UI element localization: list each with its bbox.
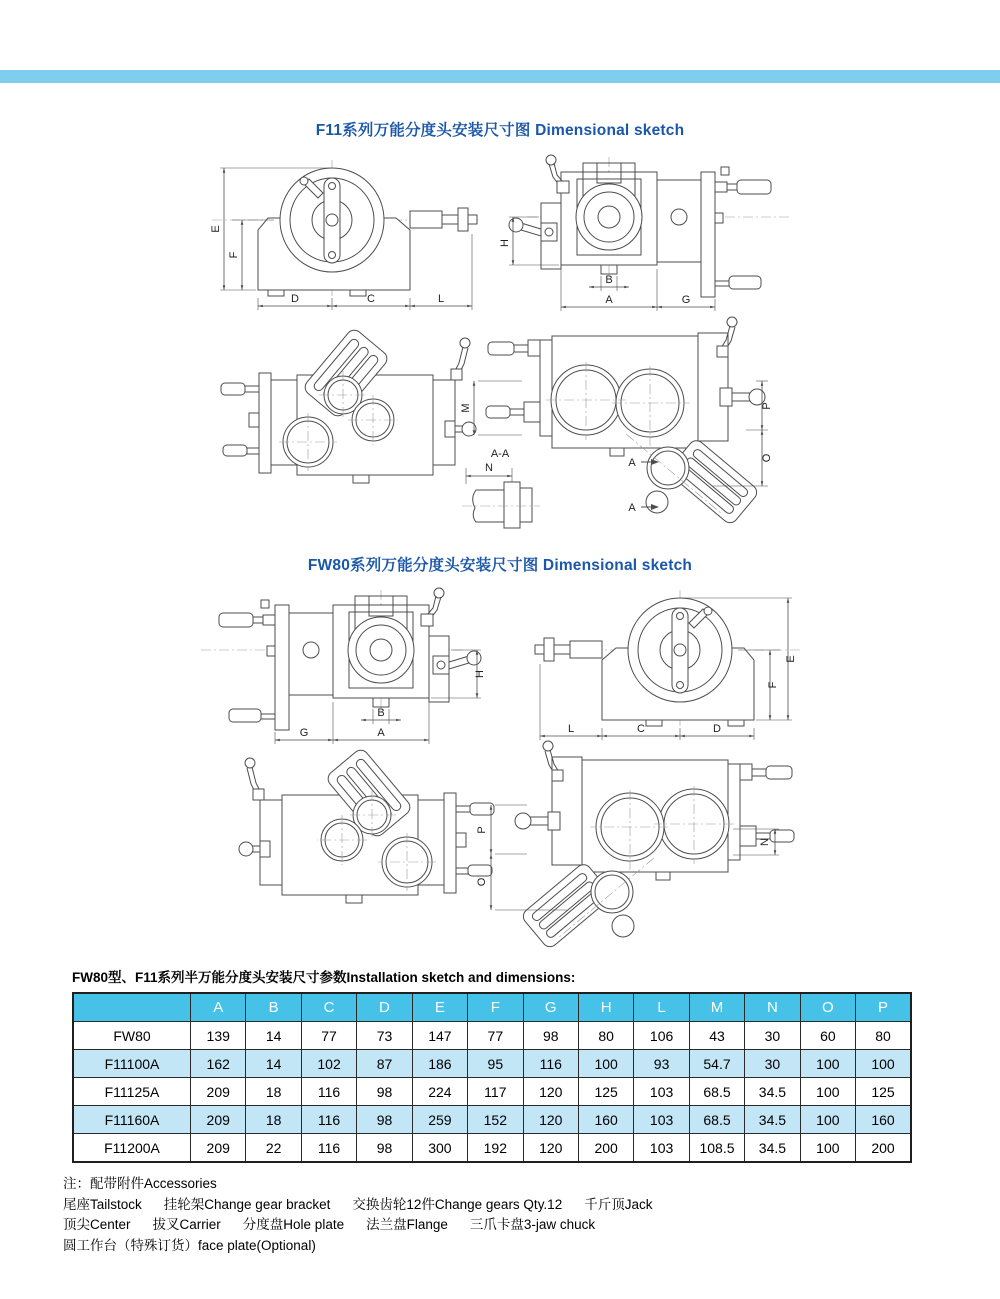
section-aa-detail xyxy=(462,448,540,528)
dim-label-A: A xyxy=(605,294,613,306)
col-header-D: D xyxy=(357,993,412,1022)
value-cell: 77 xyxy=(468,1022,523,1050)
col-header-L: L xyxy=(634,993,689,1022)
table-row xyxy=(73,1078,911,1106)
value-cell: 87 xyxy=(357,1050,412,1078)
value-cell: 14 xyxy=(246,1022,301,1050)
value-cell: 125 xyxy=(578,1078,633,1106)
model-cell: FW80 xyxy=(73,1022,191,1050)
dim-label-B: B xyxy=(377,707,385,719)
value-cell: 22 xyxy=(246,1134,301,1163)
accessory-item: 法兰盘Flange xyxy=(366,1217,448,1232)
col-header-E: E xyxy=(412,993,467,1022)
value-cell: 18 xyxy=(246,1106,301,1134)
value-cell: 60 xyxy=(800,1022,855,1050)
dim-label-E: E xyxy=(785,655,797,663)
value-cell: 152 xyxy=(468,1106,523,1134)
col-header-M: M xyxy=(689,993,744,1022)
dim-label-C: C xyxy=(367,293,375,305)
notes-line3 xyxy=(63,1215,674,1236)
value-cell: 100 xyxy=(800,1106,855,1134)
f11-section-view-sketch xyxy=(460,318,805,535)
value-cell: 300 xyxy=(412,1134,467,1163)
value-cell: 80 xyxy=(578,1022,633,1050)
value-cell: 100 xyxy=(856,1050,911,1078)
value-cell: 95 xyxy=(468,1050,523,1078)
cut-label-A2: A xyxy=(628,502,636,514)
value-cell: 117 xyxy=(468,1078,523,1106)
dim-label-P: P xyxy=(761,402,773,410)
value-cell: 120 xyxy=(523,1078,578,1106)
value-cell: 209 xyxy=(191,1078,246,1106)
value-cell: 34.5 xyxy=(745,1078,800,1106)
f11-rear-machine xyxy=(221,327,476,483)
value-cell: 200 xyxy=(856,1134,911,1163)
value-cell: 200 xyxy=(578,1134,633,1163)
value-cell: 98 xyxy=(357,1134,412,1163)
value-cell: 30 xyxy=(745,1022,800,1050)
value-cell: 100 xyxy=(800,1050,855,1078)
value-cell: 80 xyxy=(856,1022,911,1050)
accessory-item: 拔叉Carrier xyxy=(152,1217,221,1232)
cut-label-A1: A xyxy=(628,457,636,469)
value-cell: 186 xyxy=(412,1050,467,1078)
fw80-section-view-sketch xyxy=(475,742,820,947)
section1-title: F11系列万能分度头安装尺寸图 Dimensional sketch xyxy=(315,122,685,139)
model-cell: F11200A xyxy=(73,1134,191,1163)
col-header-model xyxy=(73,993,191,1022)
model-cell: F11100A xyxy=(73,1050,191,1078)
value-cell: 224 xyxy=(412,1078,467,1106)
value-cell: 125 xyxy=(856,1078,911,1106)
col-header-C: C xyxy=(301,993,356,1022)
dim-label-M: M xyxy=(460,403,472,413)
col-header-H: H xyxy=(578,993,633,1022)
col-header-O: O xyxy=(800,993,855,1022)
value-cell: 100 xyxy=(578,1050,633,1078)
dim-label-G: G xyxy=(681,294,691,306)
col-header-A: A xyxy=(191,993,246,1022)
accessory-item: 三爪卡盘3-jaw chuck xyxy=(469,1217,596,1232)
dim-label-O: O xyxy=(761,453,773,463)
accessory-item: 千斤顶Jack xyxy=(584,1196,653,1212)
value-cell: 147 xyxy=(412,1022,467,1050)
notes-block xyxy=(63,1174,674,1256)
value-cell: 116 xyxy=(301,1134,356,1163)
value-cell: 100 xyxy=(800,1134,855,1163)
table-title: FW80型、F11系列半万能分度头安装尺寸参数Installation sketch and dimensions: xyxy=(72,970,576,985)
accessory-item: 尾座Tailstock xyxy=(63,1196,142,1212)
dim-label-H: H xyxy=(499,239,511,247)
value-cell: 160 xyxy=(578,1106,633,1134)
value-cell: 103 xyxy=(634,1134,689,1163)
value-cell: 14 xyxy=(246,1050,301,1078)
dim-label-N: N xyxy=(485,462,493,474)
table-row xyxy=(73,1134,911,1163)
value-cell: 102 xyxy=(301,1050,356,1078)
value-cell: 73 xyxy=(357,1022,412,1050)
value-cell: 162 xyxy=(191,1050,246,1078)
dim-label-F: F xyxy=(767,681,779,689)
value-cell: 93 xyxy=(634,1050,689,1078)
dim-label-O: O xyxy=(476,877,488,887)
model-cell: F11125A xyxy=(73,1078,191,1106)
f11-side-view-sketch xyxy=(210,158,480,318)
f11-front-machine xyxy=(509,155,790,297)
notes-line4: 圆工作台（特殊订货）face plate(Optional) xyxy=(63,1237,316,1253)
value-cell: 116 xyxy=(301,1078,356,1106)
dim-label-C: C xyxy=(637,723,645,735)
f11-side-machine xyxy=(212,160,478,296)
value-cell: 98 xyxy=(357,1078,412,1106)
dim-label-D: D xyxy=(291,293,299,305)
value-cell: 209 xyxy=(191,1134,246,1163)
value-cell: 34.5 xyxy=(745,1106,800,1134)
value-cell: 120 xyxy=(523,1106,578,1134)
value-cell: 43 xyxy=(689,1022,744,1050)
value-cell: 108.5 xyxy=(689,1134,744,1163)
dim-label-P: P xyxy=(476,826,488,834)
accessory-item: 顶尖Center xyxy=(63,1217,131,1232)
table-row xyxy=(73,1106,911,1134)
f11-front-view-sketch xyxy=(485,155,795,323)
dim-label-L: L xyxy=(567,723,575,735)
value-cell: 160 xyxy=(856,1106,911,1134)
value-cell: 103 xyxy=(634,1078,689,1106)
value-cell: 116 xyxy=(301,1106,356,1134)
value-cell: 68.5 xyxy=(689,1078,744,1106)
value-cell: 100 xyxy=(800,1078,855,1106)
value-cell: 259 xyxy=(412,1106,467,1134)
accessory-item: 分度盘Hole plate xyxy=(242,1217,345,1232)
dim-label-F: F xyxy=(228,251,240,259)
value-cell: 98 xyxy=(523,1022,578,1050)
value-cell: 209 xyxy=(191,1106,246,1134)
fw80-rear-view-sketch xyxy=(200,745,500,935)
f11-rear-view-sketch xyxy=(215,325,475,510)
table-row xyxy=(73,1022,911,1050)
table-row xyxy=(73,1050,911,1078)
dimension-table-head-row xyxy=(73,993,911,1022)
value-cell: 68.5 xyxy=(689,1106,744,1134)
section2-title: FW80系列万能分度头安装尺寸图 Dimensional sketch xyxy=(307,557,693,574)
dim-label-E: E xyxy=(210,225,222,233)
value-cell: 139 xyxy=(191,1022,246,1050)
value-cell: 192 xyxy=(468,1134,523,1163)
dim-label-L: L xyxy=(437,293,445,305)
value-cell: 106 xyxy=(634,1022,689,1050)
fw80-side-view-sketch xyxy=(490,588,802,748)
dimension-table xyxy=(72,992,912,1163)
accessory-item: 挂轮架Change gear bracket xyxy=(163,1196,331,1212)
value-cell: 77 xyxy=(301,1022,356,1050)
dim-label-H: H xyxy=(474,670,486,678)
top-accent-bar xyxy=(0,70,1000,83)
fw80-front-view-sketch xyxy=(195,588,505,756)
dim-label-N: N xyxy=(759,838,771,846)
model-cell: F11160A xyxy=(73,1106,191,1134)
value-cell: 103 xyxy=(634,1106,689,1134)
value-cell: 98 xyxy=(357,1106,412,1134)
value-cell: 54.7 xyxy=(689,1050,744,1078)
dim-label-D: D xyxy=(713,723,721,735)
accessory-item: 交换齿轮12件Change gears Qty.12 xyxy=(352,1196,563,1212)
dim-label-B: B xyxy=(605,274,613,286)
col-header-P: P xyxy=(856,993,911,1022)
dim-label-A: A xyxy=(377,727,385,739)
value-cell: 34.5 xyxy=(745,1134,800,1163)
col-header-N: N xyxy=(745,993,800,1022)
value-cell: 120 xyxy=(523,1134,578,1163)
dimension-table-body xyxy=(73,1022,911,1163)
value-cell: 30 xyxy=(745,1050,800,1078)
section-label-AA: A-A xyxy=(490,448,510,460)
value-cell: 116 xyxy=(523,1050,578,1078)
col-header-G: G xyxy=(523,993,578,1022)
col-header-F: F xyxy=(468,993,523,1022)
notes-line2 xyxy=(63,1195,674,1216)
notes-line1: 注：配带附件Accessories xyxy=(63,1176,217,1191)
col-header-B: B xyxy=(246,993,301,1022)
value-cell: 18 xyxy=(246,1078,301,1106)
dim-label-G: G xyxy=(299,727,309,739)
